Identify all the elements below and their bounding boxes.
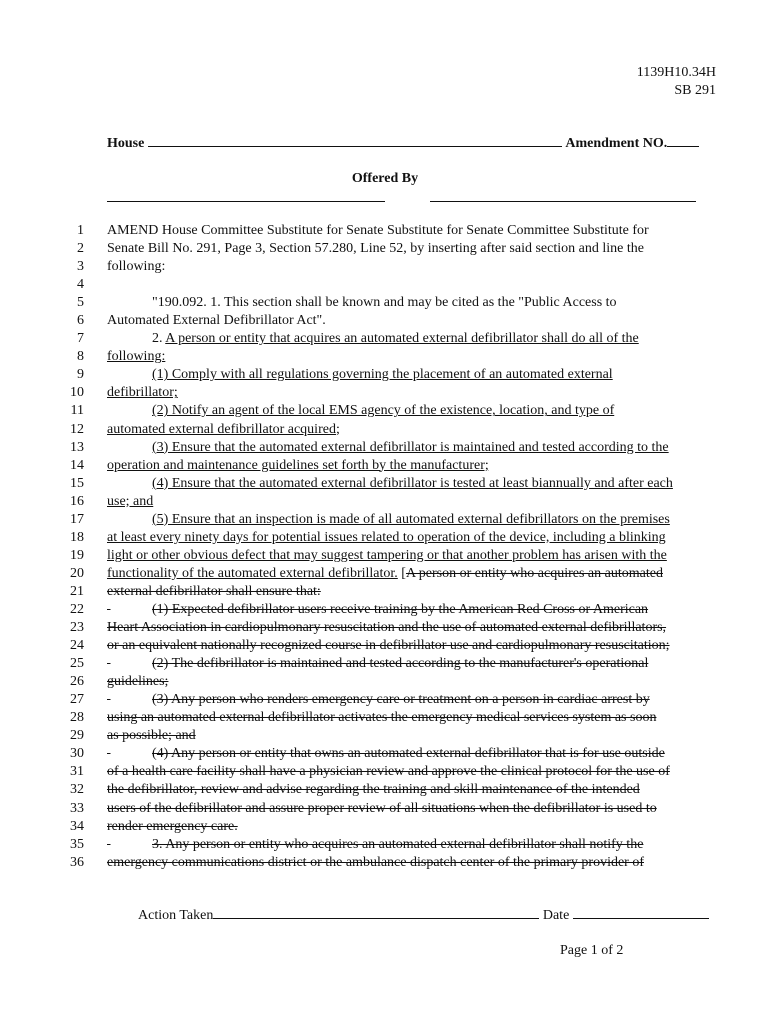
house-label: House <box>107 136 145 151</box>
line-text <box>107 709 656 727</box>
line-number: 20 <box>70 565 84 581</box>
document-line <box>50 475 730 493</box>
document-line <box>50 348 730 366</box>
line-number: 10 <box>70 385 84 401</box>
line-text <box>107 691 650 709</box>
struck-text: (1) Expected defibrillator users receive training by the American Red Cross or American <box>152 601 649 617</box>
inserted-text: at least every ninety days for potential issues related to operation of the device, including a blinking <box>107 529 666 545</box>
action-taken-label: Action Taken <box>138 908 214 923</box>
line-text <box>107 854 644 872</box>
document-line <box>50 511 730 529</box>
line-text <box>107 818 238 836</box>
struck-indent <box>107 745 152 763</box>
struck-text: (2) The defibrillator is maintained and tested according to the manufacturer's operational <box>152 656 649 672</box>
document-line <box>50 457 730 475</box>
line-number: 32 <box>70 782 84 798</box>
document-line <box>50 818 730 836</box>
struck-text: as possible; and <box>107 728 196 744</box>
line-number: 19 <box>70 547 84 563</box>
document-line <box>50 655 730 673</box>
struck-text: 3. Any person or entity who acquires an automated external defibrillator shall notify the <box>152 836 644 852</box>
line-text <box>107 475 673 493</box>
line-number: 28 <box>70 710 84 726</box>
struck-indent <box>107 836 152 854</box>
line-number: 29 <box>70 728 84 744</box>
text-segment: following: <box>107 259 166 275</box>
struck-text: the defibrillator, review and advise regarding the training and skill maintenance of the intended <box>107 782 640 798</box>
document-line <box>50 800 730 818</box>
amendment-label: Amendment NO. <box>565 136 668 151</box>
document-line <box>50 709 730 727</box>
document-line <box>50 529 730 547</box>
line-text <box>107 727 196 745</box>
line-text <box>107 655 648 673</box>
line-text <box>107 366 613 384</box>
line-text <box>107 619 666 637</box>
document-line <box>50 691 730 709</box>
line-number: 14 <box>70 457 84 473</box>
line-text <box>107 601 648 619</box>
line-text <box>107 673 168 691</box>
document-line <box>50 258 730 276</box>
text-segment: [ <box>397 565 406 581</box>
line-text <box>107 439 669 457</box>
line-number: 27 <box>70 692 84 708</box>
document-line <box>50 583 730 601</box>
struck-indent <box>107 655 152 673</box>
document-line <box>50 673 730 691</box>
text-segment: Automated External Defibrillator Act". <box>107 313 326 329</box>
inserted-text: operation and maintenance guidelines set forth by the manufacturer; <box>107 457 489 473</box>
line-number: 5 <box>77 295 84 311</box>
line-number: 1 <box>77 223 84 238</box>
line-number: 9 <box>77 367 84 383</box>
line-number: 30 <box>70 746 84 762</box>
document-line <box>50 727 730 745</box>
line-number: 13 <box>70 439 84 455</box>
line-number: 8 <box>77 349 84 365</box>
document-line <box>50 565 730 583</box>
inserted-text: (2) Notify an agent of the local EMS agency of the existence, location, and type of <box>152 403 615 419</box>
line-text <box>107 781 640 799</box>
line-number: 17 <box>70 511 84 527</box>
struck-text: Heart Association in cardiopulmonary resuscitation and the use of automated external defibrillators, <box>107 620 667 636</box>
line-number: 11 <box>70 403 84 419</box>
line-text <box>107 547 667 565</box>
line-text <box>107 836 643 854</box>
struck-text: external defibrillator shall ensure that: <box>107 583 321 599</box>
bill-number: SB 291 <box>674 83 716 98</box>
inserted-text: light or other obvious defect that may suggest tampering or that another problem has arisen with the <box>107 547 667 563</box>
line-number: 22 <box>70 601 84 617</box>
line-text <box>107 763 670 781</box>
line-text <box>107 330 639 348</box>
document-line <box>50 330 730 348</box>
page-number: Page 1 of 2 <box>560 943 624 958</box>
line-text <box>107 222 649 240</box>
struck-text: using an automated external defibrillator activates the emergency medical services system as soon <box>107 710 657 726</box>
line-text <box>107 493 153 511</box>
line-number: 3 <box>77 259 84 275</box>
line-number: 25 <box>70 656 84 672</box>
date-blank <box>573 906 709 919</box>
struck-text: users of the defibrillator and assure proper review of all situations when the defibrillator is used to <box>107 800 657 816</box>
text-segment: Senate Bill No. 291, Page 3, Section 57.280, Line 52, by inserting after said section and line the <box>107 241 644 257</box>
offered-by-blank-right <box>430 201 696 202</box>
action-taken-blank <box>213 906 539 919</box>
line-text <box>107 565 663 583</box>
line-text <box>107 258 165 276</box>
inserted-text: functionality of the automated external defibrillator. <box>107 565 398 581</box>
action-taken-line <box>138 906 709 924</box>
text-segment: AMEND House Committee Substitute for Senate Substitute for Senate Committee Substitute for <box>107 223 649 238</box>
struck-text: guidelines; <box>107 674 169 690</box>
line-text <box>107 384 178 402</box>
line-text <box>107 637 670 655</box>
document-line <box>50 836 730 854</box>
document-line <box>50 240 730 258</box>
document-line <box>50 493 730 511</box>
document-line <box>50 384 730 402</box>
struck-indent <box>107 691 152 709</box>
line-number: 35 <box>70 836 84 852</box>
inserted-text: defibrillator; <box>107 385 178 401</box>
document-line <box>50 745 730 763</box>
line-text <box>107 800 657 818</box>
document-line <box>50 439 730 457</box>
line-number: 6 <box>77 313 84 329</box>
line-text <box>107 402 614 420</box>
inserted-text: A person or entity that acquires an automated external defibrillator shall do all of the <box>165 331 639 347</box>
struck-text: render emergency care. <box>107 818 238 834</box>
line-text <box>107 583 321 601</box>
line-number: 24 <box>70 638 84 654</box>
document-line <box>50 421 730 439</box>
document-line <box>50 312 730 330</box>
document-line <box>50 366 730 384</box>
line-number: 34 <box>70 818 84 834</box>
document-line <box>50 781 730 799</box>
struck-text: of a health care facility shall have a physician review and approve the clinical protocol for the use of <box>107 764 670 780</box>
amendment-text <box>50 222 730 872</box>
document-line <box>50 547 730 565</box>
line-number: 36 <box>70 854 84 870</box>
struck-text: (4) Any person or entity that owns an automated external defibrillator that is for use outside <box>152 746 665 762</box>
inserted-text: automated external defibrillator acquired; <box>107 421 340 437</box>
line-number: 31 <box>70 764 84 780</box>
line-text <box>107 294 617 312</box>
line-number: 16 <box>70 493 84 509</box>
document-line <box>50 222 730 240</box>
inserted-text: following: <box>107 349 166 365</box>
document-line <box>50 854 730 872</box>
inserted-text: (3) Ensure that the automated external defibrillator is maintained and tested according to the <box>152 439 669 455</box>
text-segment: 2. <box>152 331 166 347</box>
offered-by-label: Offered By <box>351 171 419 186</box>
line-text <box>107 745 665 763</box>
house-blank <box>148 134 562 147</box>
line-number: 7 <box>77 331 84 347</box>
line-number: 26 <box>70 674 84 690</box>
text-segment: "190.092. 1. This section shall be known and may be cited as the "Public Access to <box>152 295 617 311</box>
line-number: 33 <box>70 800 84 816</box>
date-label: Date <box>542 908 570 923</box>
document-line <box>50 763 730 781</box>
struck-text: (3) Any person who renders emergency care or treatment on a person in cardiac arrest by <box>152 692 650 708</box>
struck-text: emergency communications district or the ambulance dispatch center of the primary provider of <box>107 854 644 870</box>
line-text <box>107 529 666 547</box>
inserted-text: use; and <box>107 493 154 509</box>
bill-identifier <box>637 64 716 100</box>
document-line <box>50 294 730 312</box>
struck-text: or an equivalent nationally recognized course in defibrillator use and cardiopulmonary resuscitation; <box>107 638 670 654</box>
line-number: 15 <box>70 475 84 491</box>
line-number: 23 <box>70 620 84 636</box>
line-number: 4 <box>77 277 84 293</box>
inserted-text: (4) Ensure that the automated external defibrillator is tested at least biannually and after each <box>152 475 673 491</box>
line-text <box>107 457 489 475</box>
offered-by-blank-left <box>107 201 385 202</box>
line-text <box>107 240 644 258</box>
inserted-text: (5) Ensure that an inspection is made of all automated external defibrillators on the premises <box>152 511 670 527</box>
line-number: 21 <box>70 583 84 599</box>
struck-text: A person or entity who acquires an automated <box>405 565 663 581</box>
line-text <box>107 312 326 330</box>
document-line <box>50 619 730 637</box>
line-text <box>107 348 165 366</box>
line-number: 12 <box>70 421 84 437</box>
line-number: 2 <box>77 241 84 257</box>
document-line <box>50 402 730 420</box>
amendment-number-blank <box>667 134 699 147</box>
line-text <box>107 511 670 529</box>
bill-code: 1139H10.34H <box>636 65 716 80</box>
line-number: 18 <box>70 529 84 545</box>
struck-indent <box>107 601 152 619</box>
document-line <box>50 276 730 294</box>
line-text <box>107 421 340 439</box>
document-line <box>50 601 730 619</box>
inserted-text: (1) Comply with all regulations governing the placement of an automated external <box>152 367 613 383</box>
document-line <box>50 637 730 655</box>
house-amendment-line <box>107 134 717 152</box>
